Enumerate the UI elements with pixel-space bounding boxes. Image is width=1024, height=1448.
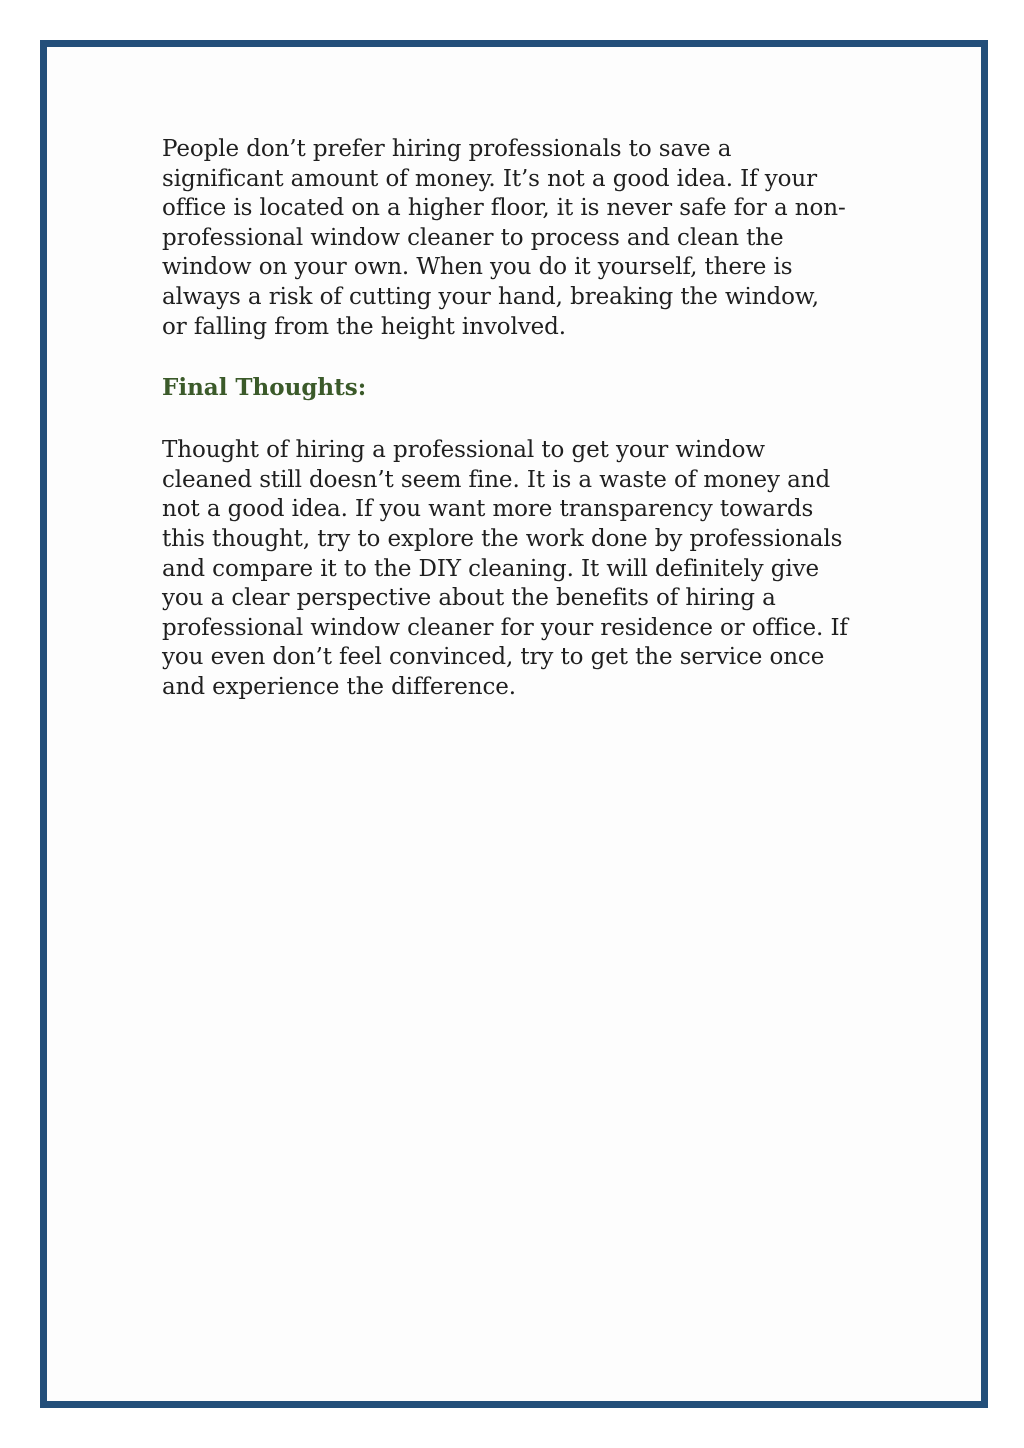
page-border-frame <box>40 40 988 1408</box>
section-heading-final-thoughts: Final Thoughts: <box>162 374 367 402</box>
paragraph-final-thoughts: Thought of hiring a professional to get your window cleaned still doesn’t seem fine. It is a waste of money and not a good idea. If you want more transparency towards this thought, try to explore the work done by professionals and compare it to the DIY cleaning. It will definitely give you a clear perspective about the benefits of hiring a professional window cleaner for your residence or office. If you even don’t feel convinced, try to get the service once and experience the difference. <box>162 437 848 700</box>
paragraph-professionals-safety: People don’t prefer hiring professionals to save a significant amount of money. It’s not a good idea. If your office is located on a higher floor, it is never safe for a non- professional window cleaner to process and clean the window on your own. When you do it yourself, there is always a risk of cutting your hand, breaking the window, or falling from the height involved. <box>162 136 846 340</box>
document-body <box>162 135 882 703</box>
